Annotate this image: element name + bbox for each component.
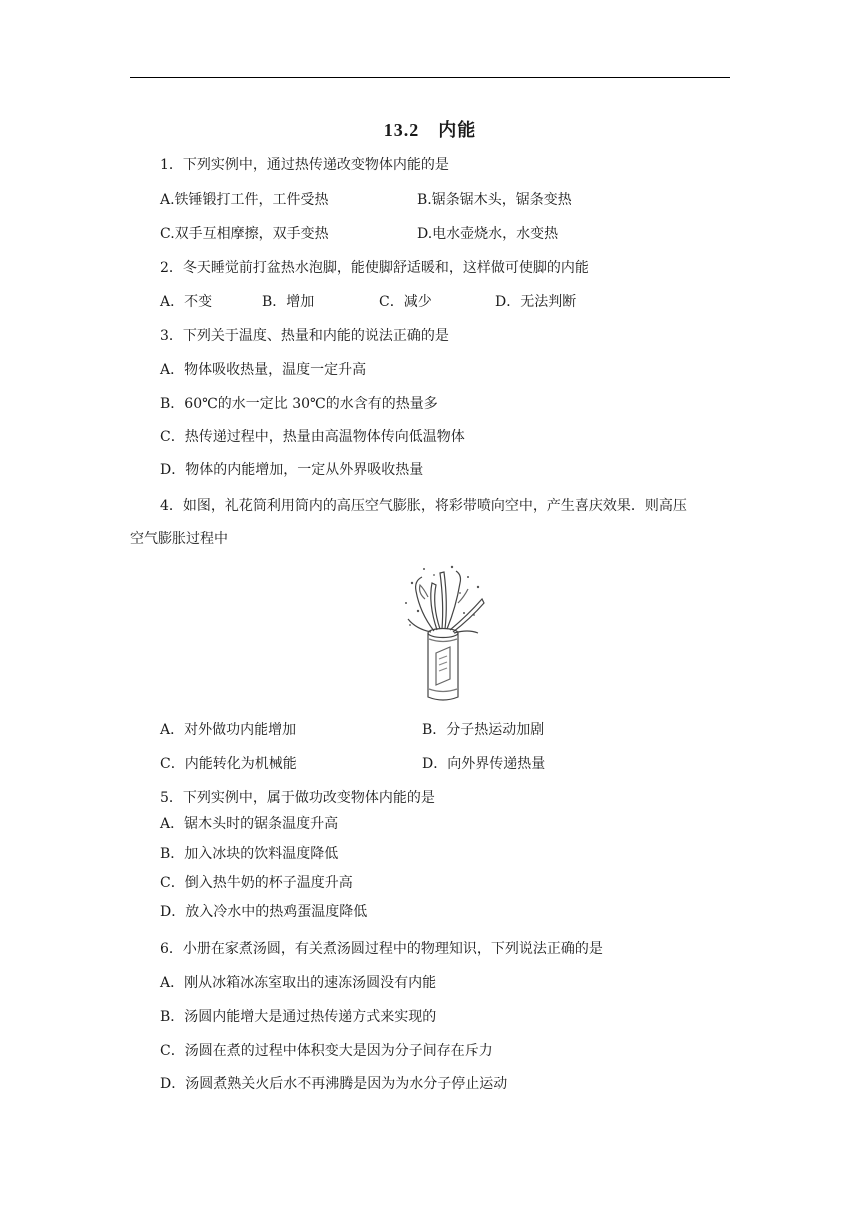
q5-option-a: A．锯木头时的锯条温度升高 — [160, 816, 339, 832]
q2-option-c: C．减少 — [379, 294, 432, 310]
q3-stem: 3．下列关于温度、热量和内能的说法正确的是 — [160, 328, 449, 344]
q4-option-c: C．内能转化为机械能 — [160, 756, 297, 772]
q3-option-c: C．热传递过程中，热量由高温物体传向低温物体 — [160, 429, 465, 445]
q4-stem-line1: 4．如图，礼花筒利用筒内的高压空气膨胀，将彩带喷向空中，产生喜庆效果．则高压 — [160, 498, 687, 514]
q4-stem-line2: 空气膨胀过程中 — [130, 531, 228, 547]
q5-option-d: D．放入冷水中的热鸡蛋温度降低 — [160, 904, 368, 920]
header-rule — [130, 77, 730, 78]
party-popper-figure — [398, 563, 488, 703]
q3-option-a: A．物体吸收热量，温度一定升高 — [160, 362, 367, 378]
q4-option-a: A．对外做功内能增加 — [160, 722, 297, 738]
q4-option-d: D．向外界传递热量 — [422, 756, 546, 772]
q2-stem: 2．冬天睡觉前打盆热水泡脚，能使脚舒适暖和，这样做可使脚的内能 — [160, 260, 589, 276]
q4-option-b: B．分子热运动加剧 — [422, 722, 545, 738]
q3-option-b: B．60℃的水一定比 30℃的水含有的热量多 — [160, 396, 438, 412]
q3-option-d: D．物体的内能增加，一定从外界吸收热量 — [160, 462, 424, 478]
q2-option-d: D．无法判断 — [495, 294, 577, 310]
q6-option-b: B．汤圆内能增大是通过热传递方式来实现的 — [160, 1009, 437, 1025]
q5-stem: 5．下列实例中，属于做功改变物体内能的是 — [160, 790, 435, 806]
q1-option-c: C.双手互相摩擦，双手变热 — [160, 226, 329, 242]
q1-option-b: B.锯条锯木头，锯条变热 — [417, 192, 572, 208]
q5-option-b: B．加入冰块的饮料温度降低 — [160, 846, 339, 862]
q1-option-a: A.铁锤锻打工件，工件受热 — [160, 192, 329, 208]
page-title: 13.2 内能 — [383, 120, 477, 140]
q6-option-a: A．刚从冰箱冰冻室取出的速冻汤圆没有内能 — [160, 975, 437, 991]
q2-option-a: A．不变 — [160, 294, 213, 310]
q5-option-c: C．倒入热牛奶的杯子温度升高 — [160, 875, 353, 891]
q6-stem: 6．小册在家煮汤圆，有关煮汤圆过程中的物理知识，下列说法正确的是 — [160, 941, 603, 957]
q6-option-d: D．汤圆煮熟关火后水不再沸腾是因为为水分子停止运动 — [160, 1076, 508, 1092]
q2-option-b: B．增加 — [262, 294, 315, 310]
q6-option-c: C．汤圆在煮的过程中体积变大是因为分子间存在斥力 — [160, 1043, 493, 1059]
q1-option-d: D.电水壶烧水，水变热 — [417, 226, 559, 242]
q1-stem: 1．下列实例中，通过热传递改变物体内能的是 — [160, 157, 449, 173]
